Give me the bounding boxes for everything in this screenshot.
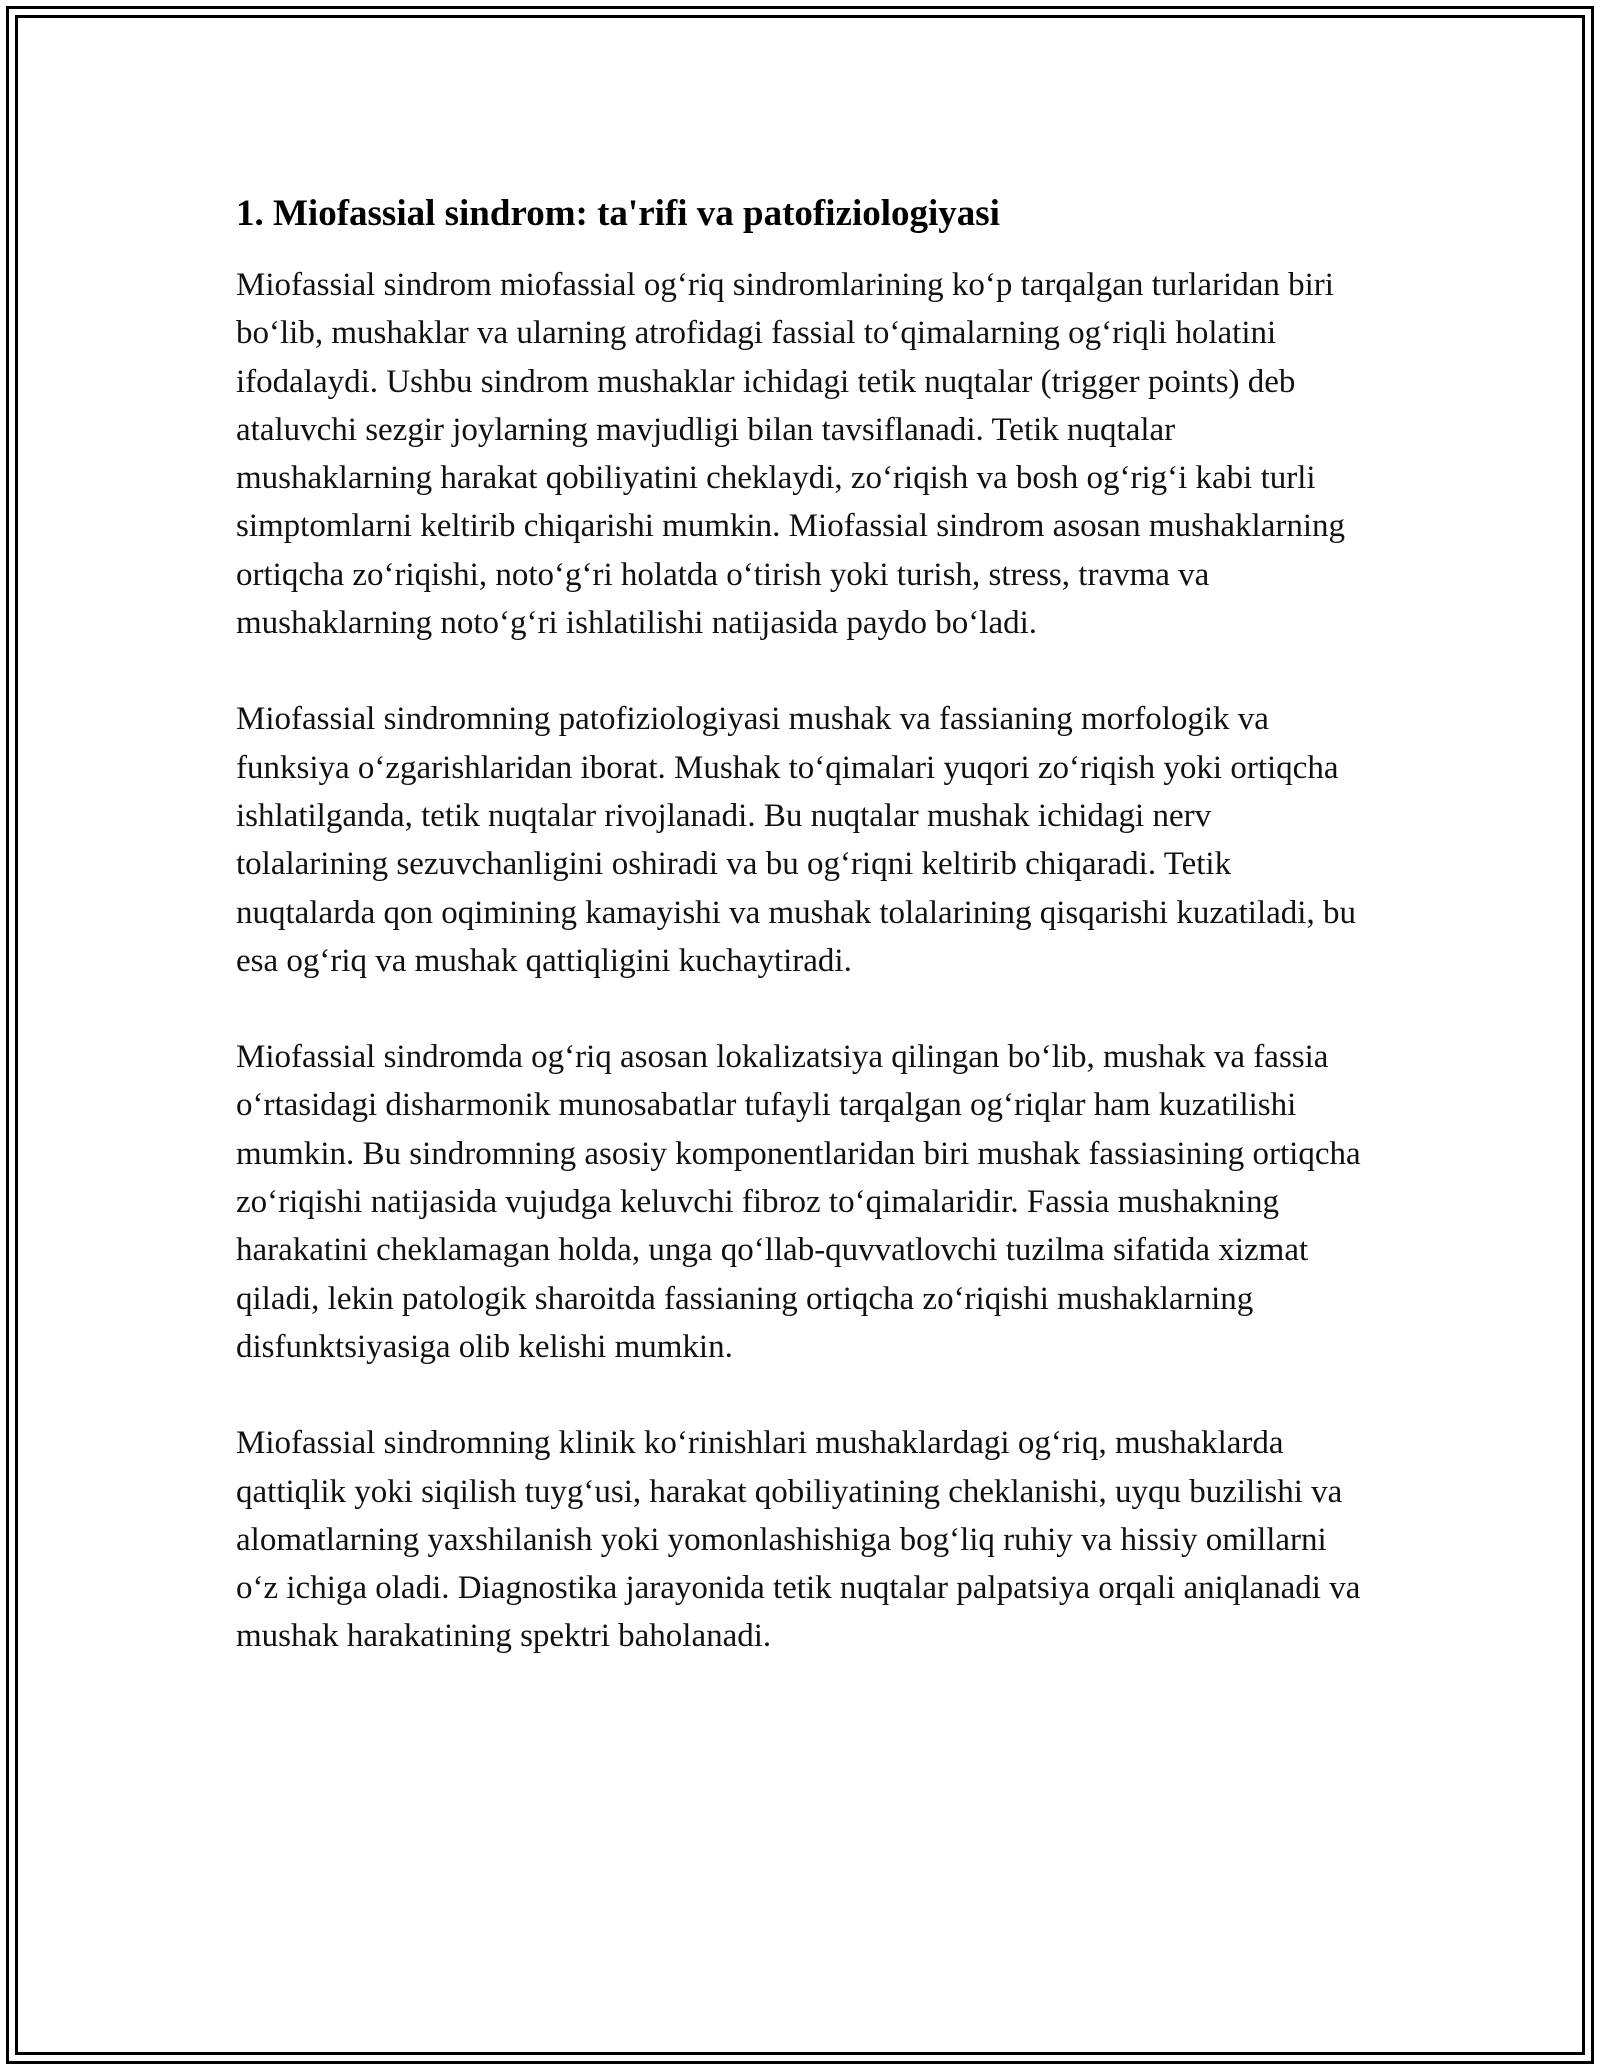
- paragraph-pain-localization: Miofassial sindromda og‘riq asosan lokalizatsiya qilingan bo‘lib, mushak va fassia o‘rtasidagi disharmonik munosabatlar tufayli tarqalgan og‘riqlar ham kuzatilishi mumkin. Bu sindromning asosiy komponentlaridan biri mushak fassiasining ortiqcha zo‘riqishi natijasida vujudga keluvchi fibroz to‘qimalaridir. Fassia mushakning harakatini cheklamagan holda, unga qo‘llab-quvvatlovchi tuzilma sifatida xizmat qiladi, lekin patologik sharoitda fassianing ortiqcha zo‘riqishi mushaklarning disfunktsiyasiga olib kelishi mumkin.: [236, 1039, 1361, 1365]
- section-heading: 1. Miofassial sindrom: ta'rifi va patofiziologiyasi: [236, 193, 1000, 234]
- paragraph-pathophysiology: Miofassial sindromning patofiziologiyasi mushak va fassianing morfologik va funksiya o‘zgarishlaridan iborat. Mushak to‘qimalari yuqori zo‘riqish yoki ortiqcha ishlatilganda, tetik nuqtalar rivojlanadi. Bu nuqtalar mushak ichidagi nerv tolalarining sezuvchanligini oshiradi va bu og‘riqni keltirib chiqaradi. Tetik nuqtalarda qon oqimining kamayishi va mushak tolalarining qisqarishi kuzatiladi, bu esa og‘riq va mushak qattiqligini kuchaytiradi.: [236, 701, 1356, 979]
- paragraph-definition: Miofassial sindrom miofassial og‘riq sindromlarining ko‘p tarqalgan turlaridan biri bo‘lib, mushaklar va ularning atrofidagi fassial to‘qimalarning og‘riqli holatini ifodalaydi. Ushbu sindrom mushaklar ichidagi tetik nuqtalar (trigger points) deb ataluvchi sezgir joylarning mavjudligi bilan tavsiflanadi. Tetik nuqtalar mushaklarning harakat qobiliyatini cheklaydi, zo‘riqish va bosh og‘rig‘i kabi turli simptomlarni keltirib chiqarishi mumkin. Miofassial sindrom asosan mushaklarning ortiqcha zo‘riqishi, noto‘g‘ri holatda o‘tirish yoki turish, stress, travma va mushaklarning noto‘g‘ri ishlatilishi natijasida paydo bo‘ladi.: [236, 267, 1346, 642]
- document-body: [236, 185, 1366, 1709]
- paragraph-clinical-signs: Miofassial sindromning klinik ko‘rinishlari mushaklardagi og‘riq, mushaklarda qattiqlik yoki siqilish tuyg‘usi, harakat qobiliyatining cheklanishi, uyqu buzilishi va alomatlarning yaxshilanish yoki yomonlashishiga bog‘liq ruhiy va hissiy omillarni o‘z ichiga oladi. Diagnostika jarayonida tetik nuqtalar palpatsiya orqali aniqlanadi va mushak harakatining spektri baholanadi.: [236, 1425, 1361, 1655]
